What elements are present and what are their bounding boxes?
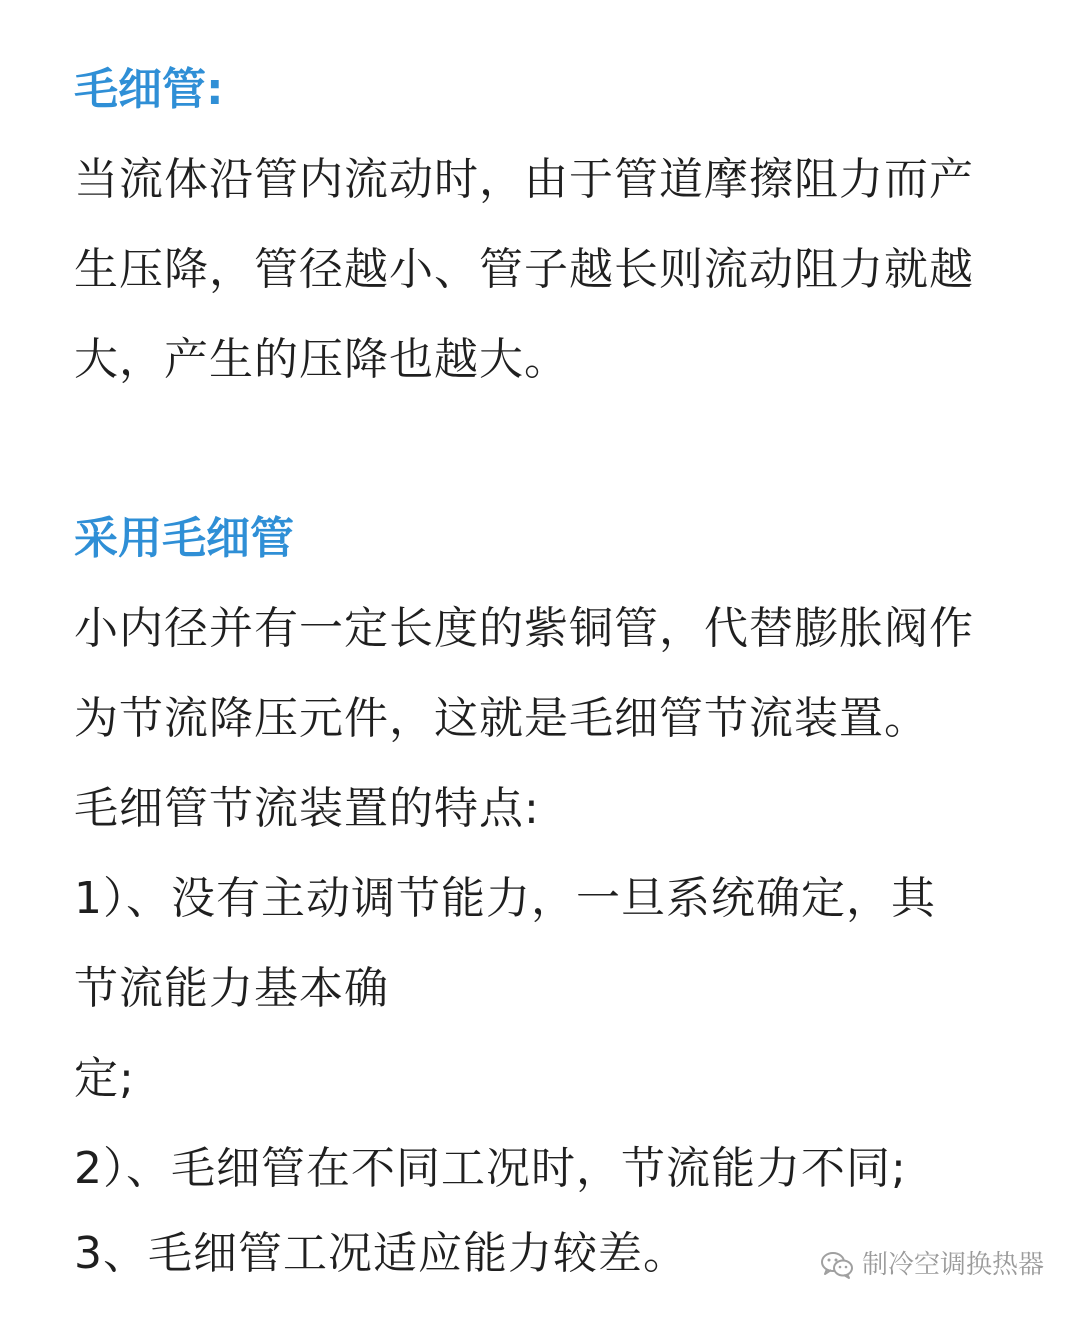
list-item: 1）、没有主动调节能力，一旦系统确定，其 — [74, 873, 936, 924]
list-item: 3、毛细管工况适应能力较差。 — [74, 1228, 688, 1279]
section-heading-capillary: 毛细管: — [74, 64, 224, 115]
list-item: 2）、毛细管在不同工况时，节流能力不同; — [74, 1143, 907, 1194]
paragraph-line: 生压降，管径越小、管子越长则流动阻力就越 — [74, 244, 974, 295]
paragraph-line: 大，产生的压降也越大。 — [74, 334, 569, 385]
section-heading-using-capillary: 采用毛细管 — [74, 513, 294, 564]
paragraph-line: 小内径并有一定长度的紫铜管，代替膨胀阀作 — [74, 603, 974, 654]
list-item-continuation: 节流能力基本确 — [74, 963, 389, 1014]
watermark — [820, 1250, 1044, 1280]
paragraph-line: 为节流降压元件，这就是毛细管节流装置。 — [74, 693, 929, 744]
wechat-icon — [820, 1250, 854, 1280]
list-item-continuation: 定; — [74, 1053, 135, 1104]
paragraph-line: 当流体沿管内流动时，由于管道摩擦阻力而产 — [74, 154, 974, 205]
watermark-text: 制冷空调换热器 — [862, 1250, 1045, 1280]
paragraph-line: 毛细管节流装置的特点: — [74, 783, 540, 834]
